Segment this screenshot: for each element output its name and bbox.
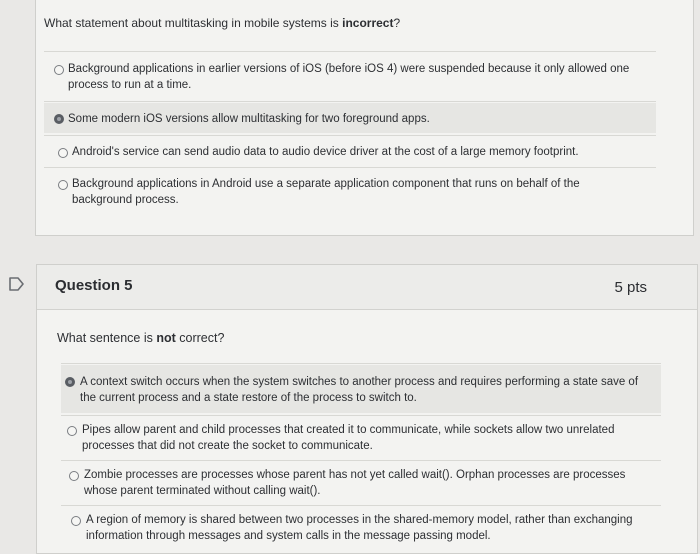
answer-text-line: process to run at a time. xyxy=(68,79,192,91)
radio-button-selected[interactable] xyxy=(54,114,64,124)
q5-answer-option-4[interactable] xyxy=(69,512,659,546)
question-5-prompt: What sentence is not correct? xyxy=(57,331,225,345)
q5-answer-option-1[interactable] xyxy=(63,374,663,408)
q5-answer-option-2[interactable] xyxy=(65,422,655,456)
radio-button[interactable] xyxy=(69,471,79,481)
question-5-card xyxy=(36,264,698,554)
question-4-card xyxy=(35,0,694,236)
divider xyxy=(61,363,661,364)
divider xyxy=(44,167,656,168)
answer-text-line: whose parent terminated without calling wait(). xyxy=(84,485,321,497)
question-4-prompt: What statement about multitasking in mobile systems is incorrect? xyxy=(44,16,401,30)
flag-outline-icon[interactable] xyxy=(8,276,26,292)
radio-button[interactable] xyxy=(58,148,68,158)
answer-text-line: Android's service can send audio data to audio device driver at the cost of a large memory footprint. xyxy=(72,146,579,158)
answer-text-line: background process. xyxy=(72,194,179,206)
q4-answer-option-4[interactable] xyxy=(56,176,646,210)
answer-text-line: Zombie processes are processes whose parent has not yet called wait(). Orphan processes are processes xyxy=(84,469,626,481)
divider xyxy=(61,415,661,416)
question-points: 5 pts xyxy=(614,279,647,296)
radio-button[interactable] xyxy=(54,65,64,75)
answer-text-line: A region of memory is shared between two processes in the shared-memory model, rather than exchanging xyxy=(86,514,633,526)
answer-text-line: Background applications in earlier versions of iOS (before iOS 4) were suspended because it only allowed one xyxy=(68,63,630,75)
question-header xyxy=(37,265,697,310)
radio-button[interactable] xyxy=(67,426,77,436)
answer-text-line: the current process and a state restore of the process to switch to. xyxy=(80,392,417,404)
divider xyxy=(44,135,656,136)
q4-answer-option-3[interactable] xyxy=(56,144,646,162)
answer-text-line: A context switch occurs when the system switches to another process and requires performing a state save of xyxy=(80,376,639,388)
answer-text-line: processes that did not create the socket to communicate. xyxy=(82,440,373,452)
answer-text-line: Some modern iOS versions allow multitasking for two foreground apps. xyxy=(68,113,430,125)
divider xyxy=(61,505,661,506)
q5-answer-option-3[interactable] xyxy=(67,467,657,501)
radio-button[interactable] xyxy=(58,180,68,190)
q4-answer-option-1[interactable] xyxy=(52,61,652,95)
radio-button-selected[interactable] xyxy=(65,377,75,387)
question-title: Question 5 xyxy=(55,277,133,294)
answer-text-line: Background applications in Android use a separate application component that runs on behalf of the xyxy=(72,178,580,190)
answer-text-line: information through messages and system calls in the message passing model. xyxy=(86,530,491,542)
divider xyxy=(44,51,656,52)
answer-text-line: Pipes allow parent and child processes that created it to communicate, while sockets allow two unrelated xyxy=(82,424,615,436)
q4-answer-option-2[interactable] xyxy=(52,111,652,129)
radio-button[interactable] xyxy=(71,516,81,526)
divider xyxy=(44,101,656,102)
divider xyxy=(61,460,661,461)
